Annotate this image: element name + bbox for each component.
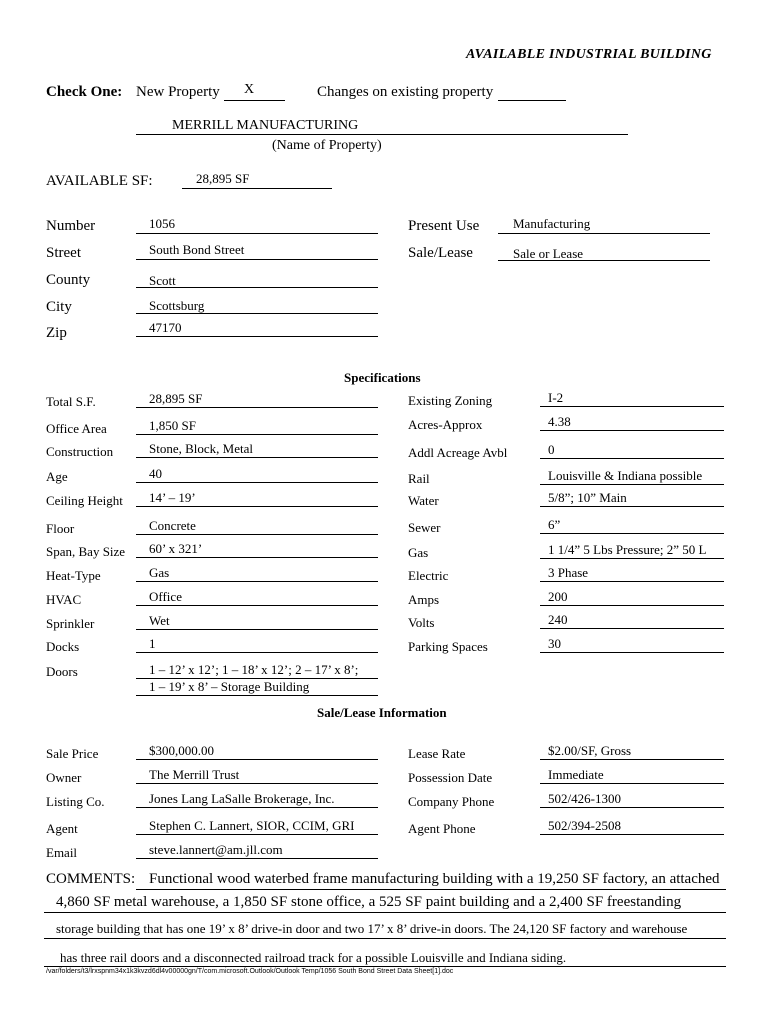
sale-right-label: Lease Rate [408,746,466,761]
spec-right-value: 1 1/4” 5 Lbs Pressure; 2” 50 L [548,542,707,557]
street-value: South Bond Street [149,242,245,257]
spec-left-value: Concrete [149,518,196,533]
comments-line-1: Functional wood waterbed frame manufacturing building with a 19,250 SF factory, an attached [149,871,720,887]
spec-right-value: 6” [548,517,561,532]
sale-right-value: Immediate [548,767,604,782]
spec-right-value: 30 [548,636,561,651]
doors-value-line1: 1 – 12’ x 12’; 1 – 18’ x 12’; 2 – 17’ x 8’; [149,662,359,677]
sale-left-underline [136,834,378,835]
sale-left-value: steve.lannert@am.jll.com [149,842,283,857]
sale-right-label: Agent Phone [408,821,476,836]
spec-left-underline [136,434,378,435]
zip-value: 47170 [149,320,182,335]
spec-right-value: I-2 [548,390,564,405]
sale-right-value: $2.00/SF, Gross [548,743,632,758]
new-property-mark: X [244,82,255,97]
present-use-underline [498,233,710,234]
spec-right-underline [540,533,724,534]
city-value: Scottsburg [149,298,205,313]
comments-line-4: has three rail doors and a disconnected railroad track for a possible Louisville and Indiana siding. [60,950,567,965]
county-underline [136,287,378,288]
comments-underline-2 [44,912,726,913]
property-name: MERRILL MANUFACTURING [172,118,359,133]
spec-left-label: Total S.F. [46,394,96,409]
spec-left-value: 40 [149,466,162,481]
spec-right-underline [540,484,724,485]
spec-left-underline [136,457,378,458]
spec-right-label: Acres-Approx [408,417,483,432]
sale-left-value: $300,000.00 [149,743,214,758]
spec-left-value: 1,850 SF [149,418,196,433]
spec-left-label: Construction [46,444,114,459]
sale-left-label: Owner [46,770,82,785]
check-one-label: Check One: [46,84,123,100]
spec-right-label: Parking Spaces [408,639,488,654]
property-name-caption: (Name of Property) [272,138,382,153]
spec-right-value: 4.38 [548,414,571,429]
sale-left-underline [136,783,378,784]
specifications-heading: Specifications [344,370,421,385]
spec-right-underline [540,558,724,559]
sale-left-label: Email [46,845,78,860]
spec-right-value: 200 [548,589,568,604]
spec-left-value: Wet [149,613,170,628]
available-sf-underline [182,188,332,189]
spec-left-label: Heat-Type [46,568,101,583]
sale-left-underline [136,759,378,760]
sale-right-underline [540,759,724,760]
comments-underline-3 [44,938,726,939]
street-label: Street [46,245,81,261]
spec-right-underline [540,652,724,653]
sale-left-label: Listing Co. [46,794,105,809]
sale-right-underline [540,783,724,784]
sale-left-value: Stephen C. Lannert, SIOR, CCIM, GRI [149,818,355,833]
county-label: County [46,272,91,288]
spec-right-underline [540,581,724,582]
sale-right-label: Company Phone [408,794,495,809]
spec-right-underline [540,605,724,606]
sale-left-label: Agent [46,821,78,836]
street-underline [136,259,378,260]
comments-line-2: 4,860 SF metal warehouse, a 1,850 SF stone office, a 525 SF paint building and a 2,400 SF freestanding [56,894,682,910]
spec-left-value: 1 [149,636,156,651]
sale-right-underline [540,807,724,808]
sale-left-value: The Merrill Trust [149,767,240,782]
sale-lease-info-heading: Sale/Lease Information [317,705,447,720]
changes-existing-label: Changes on existing property [317,84,494,100]
spec-left-underline [136,652,378,653]
spec-right-value: 3 Phase [548,565,589,580]
spec-left-underline [136,557,378,558]
spec-left-label: HVAC [46,592,82,607]
property-name-underline [136,134,628,135]
spec-right-label: Electric [408,568,449,583]
spec-left-underline [136,534,378,535]
spec-left-underline [136,482,378,483]
new-property-underline [224,100,285,101]
spec-right-value: 0 [548,442,555,457]
sale-left-label: Sale Price [46,746,99,761]
county-value: Scott [149,273,176,288]
present-use-value: Manufacturing [513,216,591,231]
spec-left-label: Office Area [46,421,107,436]
sale-right-label: Possession Date [408,770,493,785]
city-label: City [46,299,72,315]
spec-right-label: Sewer [408,520,441,535]
doors-value-line2: 1 – 19’ x 8’ – Storage Building [149,679,310,694]
city-underline [136,313,378,314]
spec-left-underline [136,629,378,630]
spec-right-label: Existing Zoning [408,393,493,408]
sale-right-value: 502/426-1300 [548,791,621,806]
spec-left-underline [136,605,378,606]
spec-left-value: Gas [149,565,170,580]
spec-left-label: Span, Bay Size [46,544,126,559]
number-label: Number [46,218,96,234]
new-property-label: New Property [136,84,220,100]
number-underline [136,233,378,234]
spec-right-value: 5/8”; 10” Main [548,490,627,505]
spec-right-underline [540,628,724,629]
number-value: 1056 [149,216,175,231]
zip-label: Zip [46,325,67,341]
doors-underline-2 [136,695,378,696]
spec-left-underline [136,506,378,507]
doors-label: Doors [46,664,78,679]
comments-line-3: storage building that has one 19’ x 8’ drive-in door and two 17’ x 8’ drive-in doors. The 24,120 SF factory and warehouse [56,921,688,936]
sale-left-underline [136,807,378,808]
spec-left-value: 14’ – 19’ [149,490,196,505]
spec-right-underline [540,430,724,431]
comments-underline-1 [136,889,726,890]
footer-file-path: /var/folders/t3/lrxspnm34x1k3kvzd6dl4v00000gn/T/com.microsoft.Outlook/Outlook Temp/1056 South Bond Street Data Sheet[1].doc [46,968,454,975]
spec-left-value: Stone, Block, Metal [149,441,253,456]
zip-underline [136,336,378,337]
spec-left-label: Age [46,469,68,484]
comments-underline-4 [44,966,726,967]
changes-existing-underline [498,100,566,101]
available-sf-label: AVAILABLE SF: [46,173,153,189]
spec-right-label: Addl Acreage Avbl [408,445,508,460]
sale-lease-value: Sale or Lease [513,246,584,261]
spec-right-value: 240 [548,612,568,627]
spec-right-value: Louisville & Indiana possible [548,468,703,483]
spec-right-label: Amps [408,592,440,607]
spec-right-label: Water [408,493,439,508]
sale-right-underline [540,834,724,835]
spec-left-value: Office [149,589,182,604]
present-use-label: Present Use [408,218,480,234]
comments-label: COMMENTS: [46,871,136,887]
spec-right-label: Volts [408,615,435,630]
spec-right-underline [540,406,724,407]
spec-right-label: Rail [408,471,430,486]
spec-left-label: Floor [46,521,75,536]
spec-right-underline [540,458,724,459]
available-sf-value: 28,895 SF [196,171,250,186]
spec-right-underline [540,506,724,507]
spec-left-value: 60’ x 321’ [149,541,203,556]
sale-right-value: 502/394-2508 [548,818,621,833]
spec-left-label: Ceiling Height [46,493,123,508]
spec-right-label: Gas [408,545,429,560]
spec-left-label: Docks [46,639,80,654]
sale-left-value: Jones Lang LaSalle Brokerage, Inc. [149,791,335,806]
spec-left-underline [136,407,378,408]
sale-lease-underline [498,260,710,261]
spec-left-label: Sprinkler [46,616,95,631]
spec-left-value: 28,895 SF [149,391,203,406]
sale-lease-label: Sale/Lease [408,245,473,261]
sale-left-underline [136,858,378,859]
spec-left-underline [136,581,378,582]
document-title: AVAILABLE INDUSTRIAL BUILDING [466,47,712,62]
